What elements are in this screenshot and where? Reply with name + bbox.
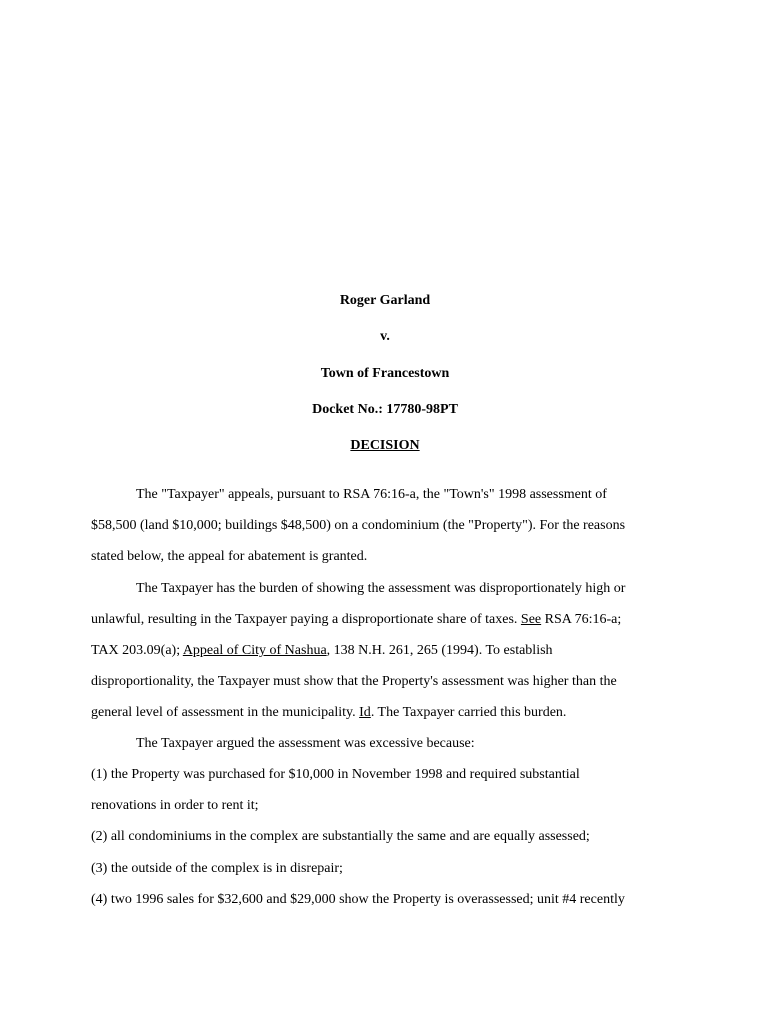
petitioner-name: Roger Garland: [339, 293, 431, 308]
paragraph-1-line-3: stated below, the appeal for abatement is granted.: [91, 549, 368, 564]
citation-id: Id: [359, 705, 371, 720]
respondent-name: Town of Francestown: [320, 366, 450, 381]
citation-see: See: [520, 612, 542, 627]
list-item: (3) the outside of the complex is in disrepair;: [91, 861, 343, 876]
paragraph-2-line-3: TAX 203.09(a); Appeal of City of Nashua, 138 N.H. 261, 265 (1994). To establish: [91, 643, 553, 658]
paragraph-2-line-5: general level of assessment in the municipality. Id. The Taxpayer carried this burden.: [91, 705, 567, 720]
paragraph-3: The Taxpayer argued the assessment was excessive because:: [136, 736, 475, 751]
docket-number: Docket No.: 17780-98PT: [312, 402, 458, 417]
list-item: (4) two 1996 sales for $32,600 and $29,000 show the Property is overassessed; unit #4 recently: [91, 892, 625, 907]
decision-heading: DECISION: [350, 438, 420, 453]
list-item: renovations in order to rent it;: [91, 798, 259, 813]
paragraph-1-line-1: The "Taxpayer" appeals, pursuant to RSA 76:16-a, the "Town's" 1998 assessment of: [136, 487, 607, 502]
list-item: (1) the Property was purchased for $10,000 in November 1998 and required substantial: [91, 767, 580, 782]
case-citation: Appeal of City of Nashua: [182, 643, 327, 658]
paragraph-2-line-4: disproportionality, the Taxpayer must show that the Property's assessment was higher than the: [91, 674, 617, 689]
list-item: (2) all condominiums in the complex are substantially the same and are equally assessed;: [91, 829, 590, 844]
paragraph-2-line-2: unlawful, resulting in the Taxpayer paying a disproportionate share of taxes. See RSA 76:16-a;: [91, 612, 622, 627]
paragraph-1-line-2: $58,500 (land $10,000; buildings $48,500) on a condominium (the "Property"). For the reasons: [91, 518, 626, 533]
versus: v.: [380, 329, 390, 344]
paragraph-2-line-1: The Taxpayer has the burden of showing the assessment was disproportionately high or: [136, 581, 626, 596]
